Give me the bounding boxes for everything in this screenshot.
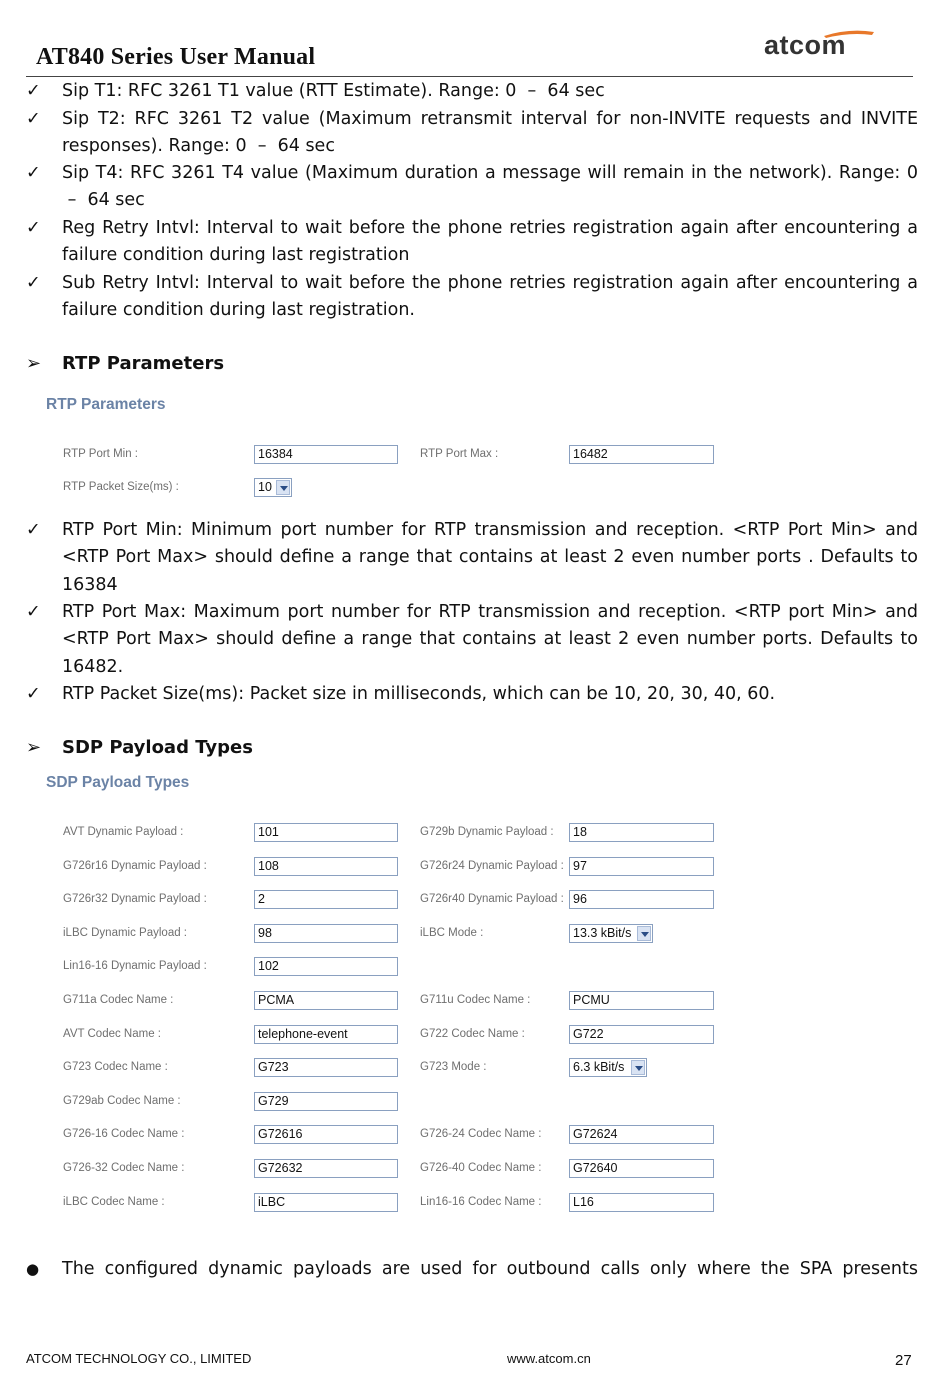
- sdp-field-input[interactable]: G723: [254, 1058, 398, 1077]
- sdp-field-select[interactable]: [569, 924, 653, 943]
- sdp-field-label: G726r24 Dynamic Payload :: [420, 860, 564, 872]
- check-icon: ✓: [26, 81, 41, 101]
- sdp-field-label: G726-16 Codec Name :: [63, 1128, 185, 1140]
- sdp-field-label: Lin16-16 Dynamic Payload :: [63, 960, 207, 972]
- sdp-field-label: G726r40 Dynamic Payload :: [420, 893, 564, 905]
- list-item-text: Sip T1: RFC 3261 T1 value (RTT Estimate). Range: 0 – 64 sec: [62, 81, 605, 101]
- sdp-field-input[interactable]: telephone-event: [254, 1025, 398, 1044]
- list-item-text: Sip T2: RFC 3261 T2 value (Maximum retransmit interval for non-INVITE requests and INVITE responses). Range: 0 – 64 sec: [62, 109, 918, 157]
- sdp-field-input[interactable]: 102: [254, 957, 398, 976]
- rtp-port-max-input[interactable]: 16482: [569, 445, 714, 464]
- header-divider: [26, 76, 913, 77]
- chevron-down-icon[interactable]: [631, 1060, 645, 1075]
- sdp-field-input[interactable]: PCMA: [254, 991, 398, 1010]
- list-item-text: RTP Port Min: Minimum port number for RTP transmission and reception. <RTP Port Min> and <RTP Port Max> should define a range that contains at least 2 even number ports . Defaults to 16384: [62, 520, 918, 595]
- sdp-field-label: G726r16 Dynamic Payload :: [63, 860, 207, 872]
- sdp-field-input[interactable]: G72640: [569, 1159, 714, 1178]
- sdp-field-label: G726-32 Codec Name :: [63, 1162, 185, 1174]
- section-heading-sdp: [26, 737, 253, 758]
- list-item-text: Reg Retry Intvl: Interval to wait before the phone retries registration again after encountering a failure condition during last registration: [62, 218, 918, 266]
- arrow-bullet-icon: ➢: [26, 353, 42, 374]
- section-heading-text: RTP Parameters: [62, 353, 225, 374]
- sdp-field-input[interactable]: 101: [254, 823, 398, 842]
- check-icon: ✓: [26, 602, 41, 622]
- panel-title-rtp: RTP Parameters: [46, 396, 166, 413]
- sdp-field-input[interactable]: iLBC: [254, 1193, 398, 1212]
- list-item: [26, 106, 918, 161]
- sdp-field-input[interactable]: 18: [569, 823, 714, 842]
- list-item: [26, 1256, 918, 1283]
- sdp-field-input[interactable]: 2: [254, 890, 398, 909]
- rtp-port-min-input[interactable]: 16384: [254, 445, 398, 464]
- sdp-field-label: G711a Codec Name :: [63, 994, 174, 1006]
- sdp-field-label: AVT Codec Name :: [63, 1028, 162, 1040]
- list-item: [26, 517, 918, 599]
- sdp-field-label: G723 Mode :: [420, 1061, 487, 1073]
- list-item-text: RTP Packet Size(ms): Packet size in milliseconds, which can be 10, 20, 30, 40, 60.: [62, 684, 776, 704]
- rtp-port-min-label: RTP Port Min :: [63, 448, 138, 460]
- sdp-field-input[interactable]: 97: [569, 857, 714, 876]
- sdp-field-label: G729b Dynamic Payload :: [420, 826, 554, 838]
- sdp-field-label: AVT Dynamic Payload :: [63, 826, 184, 838]
- sdp-field-label: iLBC Mode :: [420, 927, 484, 939]
- check-icon: ✓: [26, 520, 41, 540]
- list-item-text: Sub Retry Intvl: Interval to wait before the phone retries registration again after encountering a failure condition during last registration.: [62, 273, 918, 321]
- sdp-field-select[interactable]: [569, 1058, 647, 1077]
- sdp-field-input[interactable]: G722: [569, 1025, 714, 1044]
- list-item: [26, 681, 918, 708]
- sdp-field-input[interactable]: G729: [254, 1092, 398, 1111]
- list-item: [26, 270, 918, 325]
- check-icon: ✓: [26, 273, 41, 293]
- list-item-text: RTP Port Max: Maximum port number for RTP transmission and reception. <RTP port Min> and <RTP Port Max> should define a range that contains at least 2 even number ports. Defaults to 16482.: [62, 602, 918, 677]
- sdp-field-label: G723 Codec Name :: [63, 1061, 168, 1073]
- atcom-logo: [764, 26, 876, 62]
- arrow-bullet-icon: ➢: [26, 737, 42, 758]
- sdp-field-input[interactable]: PCMU: [569, 991, 714, 1010]
- document-title: AT840 Series User Manual: [36, 44, 316, 70]
- sdp-field-label: G711u Codec Name :: [420, 994, 531, 1006]
- list-item: [26, 599, 918, 681]
- chevron-down-icon[interactable]: [276, 480, 290, 495]
- sdp-field-label: iLBC Dynamic Payload :: [63, 927, 187, 939]
- sdp-field-input[interactable]: G72624: [569, 1125, 714, 1144]
- sdp-field-input[interactable]: G72616: [254, 1125, 398, 1144]
- footer-website[interactable]: www.atcom.cn: [507, 1351, 591, 1366]
- select-value: 10: [258, 480, 272, 494]
- sdp-field-input[interactable]: 96: [569, 890, 714, 909]
- sdp-field-label: G722 Codec Name :: [420, 1028, 525, 1040]
- logo-text: atcom: [764, 30, 847, 60]
- check-icon: ✓: [26, 109, 41, 129]
- panel-title-sdp: SDP Payload Types: [46, 774, 190, 791]
- list-item: [26, 78, 918, 105]
- page-number: 27: [895, 1352, 912, 1369]
- sdp-field-input[interactable]: 98: [254, 924, 398, 943]
- sdp-field-label: G729ab Codec Name :: [63, 1095, 181, 1107]
- select-value: 6.3 kBit/s: [573, 1060, 625, 1074]
- rtp-packet-size-label: RTP Packet Size(ms) :: [63, 481, 179, 493]
- sdp-field-input[interactable]: G72632: [254, 1159, 398, 1178]
- footer-company: ATCOM TECHNOLOGY CO., LIMITED: [26, 1351, 252, 1366]
- rtp-port-max-label: RTP Port Max :: [420, 448, 499, 460]
- sdp-field-label: G726r32 Dynamic Payload :: [63, 893, 207, 905]
- rtp-packet-size-select[interactable]: [254, 478, 292, 497]
- select-value: 13.3 kBit/s: [573, 926, 632, 940]
- list-item: [26, 160, 918, 215]
- sdp-field-label: G726-24 Codec Name :: [420, 1128, 542, 1140]
- sdp-field-input[interactable]: L16: [569, 1193, 714, 1212]
- sdp-field-input[interactable]: 108: [254, 857, 398, 876]
- chevron-down-icon[interactable]: [637, 926, 651, 941]
- check-icon: ✓: [26, 218, 41, 238]
- list-item-text: The configured dynamic payloads are used for outbound calls only where the SPA presents: [62, 1259, 918, 1279]
- sdp-field-label: iLBC Codec Name :: [63, 1196, 165, 1208]
- check-icon: ✓: [26, 684, 41, 704]
- section-heading-rtp: [26, 353, 224, 374]
- sdp-field-label: G726-40 Codec Name :: [420, 1162, 542, 1174]
- section-heading-text: SDP Payload Types: [62, 737, 253, 758]
- sdp-field-label: Lin16-16 Codec Name :: [420, 1196, 542, 1208]
- dot-bullet-icon: ●: [26, 1260, 40, 1278]
- check-icon: ✓: [26, 163, 41, 183]
- list-item-text: Sip T4: RFC 3261 T4 value (Maximum duration a message will remain in the network). Range: 0 – 64 sec: [62, 163, 918, 211]
- list-item: [26, 215, 918, 270]
